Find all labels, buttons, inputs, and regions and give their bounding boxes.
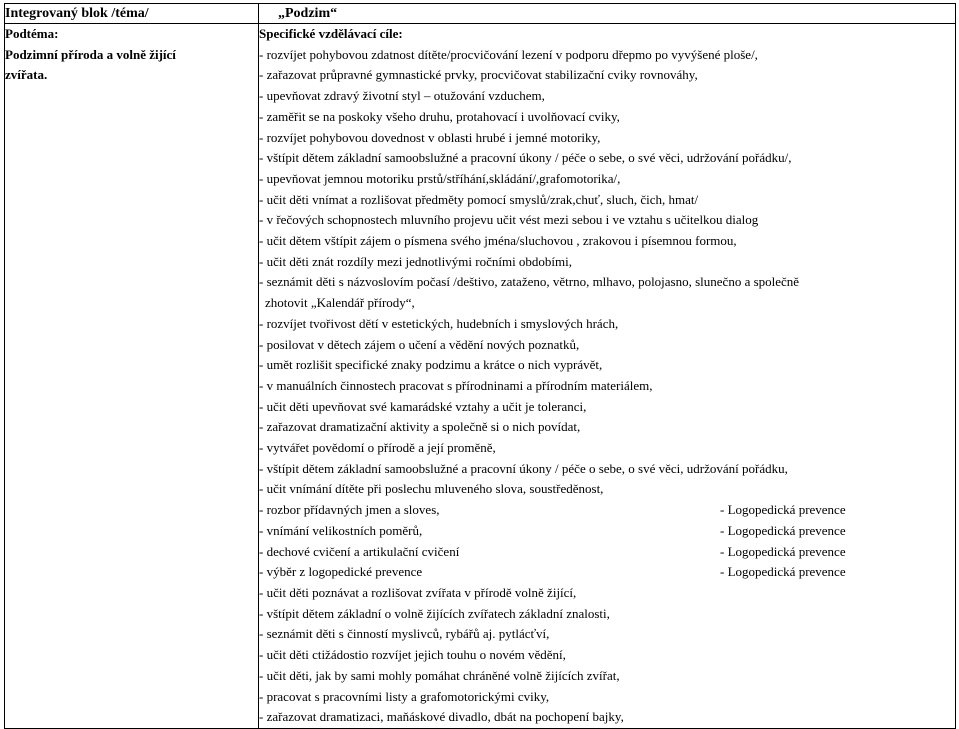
goal-line: - vytvářet povědomí o přírodě a její proměně, bbox=[259, 440, 496, 456]
goal-tag: - Logopedická prevence bbox=[720, 543, 846, 559]
goal-line bbox=[259, 500, 955, 521]
goal-line: - učit děti vnímat a rozlišovat předměty pomocí smyslů/zrak,chuť, sluch, čich, hmat/ bbox=[259, 191, 699, 207]
goal-line bbox=[259, 562, 955, 583]
goal-text: - výběr z logopedické prevence bbox=[259, 564, 423, 580]
goal-line: - učit děti poznávat a rozlišovat zvířata v přírodě volně žijící, bbox=[259, 584, 577, 600]
goal-line: - učit děti ctižádostio rozvíjet jejich touhu o novém vědění, bbox=[259, 647, 566, 663]
goals-list bbox=[259, 45, 955, 728]
goal-line: - v manuálních činnostech pracovat s přírodninami a přírodním materiálem, bbox=[259, 377, 653, 393]
goal-line: - seznámit děti s názvoslovím počasí /deštivo, zataženo, větrno, mlhavo, polojasno, slunečno a společně bbox=[259, 274, 800, 290]
goal-text: - vnímání velikostních poměrů, bbox=[259, 522, 423, 538]
goals-cell bbox=[259, 24, 956, 729]
body-row bbox=[5, 24, 956, 729]
goal-line: - umět rozlišit specifické znaky podzimu a krátce o nich vyprávět, bbox=[259, 357, 603, 373]
goal-line: - učit děti znát rozdíly mezi jednotlivými ročními obdobími, bbox=[259, 253, 573, 269]
goal-line bbox=[259, 521, 955, 542]
goal-line: - učit děti upevňovat své kamarádské vztahy a učit je toleranci, bbox=[259, 398, 587, 414]
goal-line: - pracovat s pracovními listy a grafomotorickými cviky, bbox=[259, 688, 550, 704]
goal-line: - v řečových schopnostech mluvního projevu učit vést mezi sebou i ve vztahu s učitelkou dialog bbox=[259, 212, 759, 228]
goal-line: - zařazovat průpravné gymnastické prvky, procvičovat stabilizační cviky rovnováhy, bbox=[259, 67, 698, 83]
goal-tag: - Logopedická prevence bbox=[720, 502, 846, 518]
goal-line: - učit vnímání dítěte při poslechu mluveného slova, soustředěnost, bbox=[259, 481, 604, 497]
goal-line: - seznámit děti s činností myslivců, rybářů aj. pytlácťví, bbox=[259, 626, 550, 642]
goal-line: - vštípit dětem základní o volně žijících zvířatech základní znalosti, bbox=[259, 605, 610, 621]
goal-line: - vštípit dětem základní samoobslužné a pracovní úkony / péče o sebe, o své věci, udržování pořádku, bbox=[259, 460, 788, 476]
subtheme-cell bbox=[5, 24, 259, 729]
goal-tag: - Logopedická prevence bbox=[720, 564, 846, 580]
goal-line: - zařazovat dramatizační aktivity a společně si o nich povídat, bbox=[259, 419, 581, 435]
goal-text: - dechové cvičení a artikulační cvičení bbox=[259, 543, 460, 559]
goal-line: - upevňovat jemnou motoriku prstů/stříhání,skládání/,grafomotorika/, bbox=[259, 170, 621, 186]
subtheme-label: Podtéma: bbox=[5, 26, 59, 41]
goal-line bbox=[259, 542, 955, 563]
block-label: Integrovaný blok /téma/ bbox=[5, 6, 149, 21]
header-row bbox=[5, 4, 956, 24]
goal-line: - vštípit dětem základní samoobslužné a pracovní úkony / péče o sebe, o své věci, udržování pořádku/, bbox=[259, 150, 792, 166]
goal-line: - rozvíjet pohybovou dovednost v oblasti hrubé i jemné motoriky, bbox=[259, 129, 601, 145]
goal-line: - učit dětem vštípit zájem o písmena svého jména/sluchovou , zrakovou i písemnou formou, bbox=[259, 233, 737, 249]
goals-heading: Specifické vzdělávací cíle: bbox=[259, 26, 403, 41]
block-value-cell bbox=[259, 4, 956, 24]
goal-tag: - Logopedická prevence bbox=[720, 522, 846, 538]
curriculum-table bbox=[4, 3, 956, 729]
goal-line: - zaměřit se na poskoky všeho druhu, protahovací i uvolňovací cviky, bbox=[259, 108, 620, 124]
subtheme-value-line: zvířata. bbox=[5, 67, 48, 83]
goal-text: - rozbor přídavných jmen a sloves, bbox=[259, 502, 440, 518]
block-label-cell bbox=[5, 4, 259, 24]
subtheme-value-line: Podzimní příroda a volně žijící bbox=[5, 46, 176, 62]
goal-line: - posilovat v dětech zájem o učení a vědění nových poznatků, bbox=[259, 336, 580, 352]
goal-line: - rozvíjet pohybovou zdatnost dítěte/procvičování lezení v podporu dřepmo po vyvýšené ploše/, bbox=[259, 46, 758, 62]
goal-line: - upevňovat zdravý životní styl – otužování vzduchem, bbox=[259, 88, 545, 104]
goal-line: zhotovit „Kalendář přírody“, bbox=[265, 295, 415, 311]
goal-line: - rozvíjet tvořivost dětí v estetických, hudebních i smyslových hrách, bbox=[259, 315, 619, 331]
goal-line: - učit děti, jak by sami mohly pomáhat chráněné volně žijících zvířat, bbox=[259, 667, 620, 683]
goal-line: - zařazovat dramatizaci, maňáskové divadlo, dbát na pochopení bajky, bbox=[259, 709, 624, 725]
block-value: „Podzim“ bbox=[278, 6, 338, 21]
